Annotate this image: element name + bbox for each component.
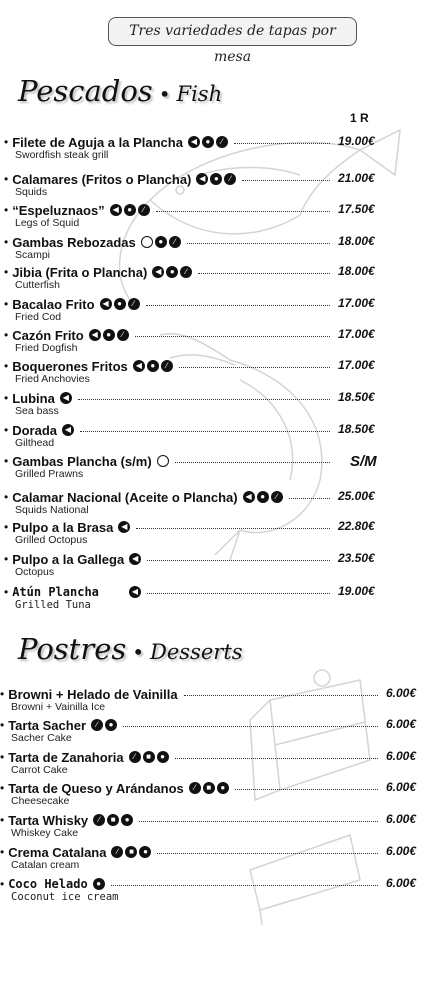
- fish-menu-item: [0, 421, 448, 453]
- egg-filled-icon: ●: [257, 491, 269, 503]
- bullet-icon: •: [4, 297, 9, 311]
- leader-dots: [175, 462, 330, 463]
- bullet-icon: •: [4, 135, 9, 149]
- menu-item-name: Lubina: [12, 390, 55, 406]
- egg-filled-icon: ●: [121, 814, 133, 826]
- menu-item-price: 6.00€: [386, 812, 417, 826]
- bullet-icon: •: [4, 454, 9, 468]
- allergen-icons: [196, 173, 236, 185]
- fish-title-separator: •: [158, 82, 171, 106]
- leader-dots: [80, 431, 330, 432]
- menu-item-price: 22.80€: [338, 519, 375, 533]
- menu-item-price: 17.00€: [338, 296, 375, 310]
- menu-item-price: 6.00€: [386, 780, 417, 794]
- menu-item-translation: Catalan cream: [11, 859, 80, 871]
- fish-filled-icon: ◀: [89, 329, 101, 341]
- egg-filled-icon: ●: [105, 719, 117, 731]
- leader-dots: [123, 726, 378, 727]
- fish-menu-item: [0, 550, 448, 582]
- menu-item-translation: Sea bass: [15, 405, 59, 417]
- sulphite-filled-icon: ∕: [180, 266, 192, 278]
- menu-item-name: Boquerones Fritos: [12, 358, 128, 374]
- menu-item-price: 6.00€: [386, 749, 417, 763]
- sulphite-filled-icon: ∕: [117, 329, 129, 341]
- menu-item-price: 17.00€: [338, 327, 375, 341]
- menu-item-translation: Octopus: [15, 566, 55, 578]
- egg-filled-icon: ●: [103, 329, 115, 341]
- allergen-icons: [133, 360, 173, 372]
- fish-menu-item: [0, 295, 448, 327]
- menu-item-price: 6.00€: [386, 717, 417, 731]
- egg-filled-icon: ●: [147, 360, 159, 372]
- desserts-menu-item: [0, 875, 448, 907]
- milk-filled-icon: ■: [143, 751, 155, 763]
- sulphite-filled-icon: ∕: [224, 173, 236, 185]
- allergen-icons: [62, 424, 74, 436]
- menu-item-translation: Whiskey Cake: [11, 827, 79, 839]
- allergen-icons: [93, 878, 105, 890]
- menu-item-translation: Fried Anchovies: [15, 373, 90, 385]
- menu-item-name: Pulpo a la Brasa: [12, 519, 114, 535]
- menu-item-name: Gambas Rebozadas: [12, 234, 136, 250]
- menu-item-name: Browni + Helado de Vainilla: [8, 686, 178, 702]
- price-column-header: 1 R: [350, 111, 369, 125]
- menu-item-translation: Swordfish steak grill: [15, 149, 109, 161]
- menu-item-name: Tarta Whisky: [8, 812, 89, 828]
- menu-item-translation: Fried Dogfish: [15, 342, 78, 354]
- fish-filled-icon: ◀: [188, 136, 200, 148]
- sulphite-filled-icon: ∕: [138, 204, 150, 216]
- bullet-icon: •: [0, 750, 5, 764]
- bullet-icon: •: [4, 265, 9, 279]
- egg-filled-icon: ●: [155, 236, 167, 248]
- egg-filled-icon: ●: [217, 782, 229, 794]
- menu-item-name: Gambas Plancha (s/m): [12, 453, 152, 469]
- bullet-icon: •: [4, 203, 9, 217]
- leader-dots: [139, 821, 378, 822]
- fish-menu-item: [0, 201, 448, 233]
- fish-filled-icon: ◀: [110, 204, 122, 216]
- bullet-icon: •: [4, 328, 9, 342]
- leader-dots: [184, 695, 378, 696]
- leader-dots: [78, 399, 330, 400]
- shellfish-outline-icon: [141, 236, 153, 248]
- menu-item-translation: Squids National: [15, 504, 89, 516]
- bullet-icon: •: [0, 781, 5, 795]
- menu-item-name: Filete de Aguja a la Plancha: [12, 134, 183, 150]
- allergen-icons: [110, 204, 150, 216]
- leader-dots: [198, 273, 330, 274]
- menu-item-translation: Grilled Tuna: [15, 599, 91, 611]
- allergen-icons: [60, 392, 72, 404]
- leader-dots: [156, 211, 330, 212]
- sulphite-filled-icon: ∕: [161, 360, 173, 372]
- menu-item-translation: Grilled Octopus: [15, 534, 88, 546]
- desserts-title-en: Desserts: [150, 640, 243, 664]
- fish-section-title: [18, 74, 222, 108]
- menu-item-name: Jibia (Frita o Plancha): [12, 264, 148, 280]
- menu-item-name: Crema Catalana: [8, 844, 107, 860]
- leader-dots: [111, 885, 378, 886]
- fish-menu-item: [0, 263, 448, 295]
- menu-item-translation: Legs of Squid: [15, 217, 80, 229]
- menu-item-translation: Squids: [15, 186, 48, 198]
- bullet-icon: •: [4, 552, 9, 566]
- bullet-icon: •: [4, 359, 9, 373]
- menu-item-name: Cazón Frito: [12, 327, 84, 343]
- menu-item-price: 23.50€: [338, 551, 375, 565]
- menu-item-price: 25.00€: [338, 489, 375, 503]
- sulphite-filled-icon: ∕: [93, 814, 105, 826]
- menu-item-name: Atún Plancha: [12, 585, 99, 599]
- leader-dots: [289, 498, 330, 499]
- menu-item-name: Pulpo a la Gallega: [12, 551, 125, 567]
- fish-filled-icon: ◀: [243, 491, 255, 503]
- menu-item-translation: Carrot Cake: [11, 764, 68, 776]
- menu-item-price: 6.00€: [386, 686, 417, 700]
- fish-menu-item: [0, 233, 448, 265]
- sulphite-filled-icon: ∕: [271, 491, 283, 503]
- menu-item-name: Tarta Sacher: [8, 717, 86, 733]
- menu-item-price: 18.00€: [338, 264, 375, 278]
- menu-item-name: Tarta de Zanahoria: [8, 749, 124, 765]
- bullet-icon: •: [4, 585, 9, 599]
- menu-item-translation: Scampi: [15, 249, 51, 261]
- desserts-menu-item: [0, 716, 448, 748]
- leader-dots: [242, 180, 330, 181]
- fish-menu-item: [0, 488, 448, 520]
- header-note: Tres variedades de tapas por mesa: [108, 17, 357, 46]
- menu-item-price: 6.00€: [386, 844, 417, 858]
- fish-menu-item: [0, 389, 448, 421]
- egg-filled-icon: ●: [139, 846, 151, 858]
- allergen-icons: [91, 719, 117, 731]
- menu-item-name: Calamares (Fritos o Plancha): [12, 171, 192, 187]
- allergen-icons: [93, 814, 133, 826]
- egg-filled-icon: ●: [210, 173, 222, 185]
- sulphite-filled-icon: ∕: [91, 719, 103, 731]
- shellfish-outline-icon: [157, 455, 169, 467]
- fish-filled-icon: ◀: [129, 586, 141, 598]
- egg-filled-icon: ●: [166, 266, 178, 278]
- leader-dots: [157, 853, 378, 854]
- desserts-section-title: [18, 632, 243, 666]
- milk-filled-icon: ■: [203, 782, 215, 794]
- leader-dots: [136, 528, 330, 529]
- allergen-icons: [111, 846, 151, 858]
- bullet-icon: •: [4, 391, 9, 405]
- allergen-icons: [188, 136, 228, 148]
- menu-item-translation: Gilthead: [15, 437, 55, 449]
- fish-filled-icon: ◀: [62, 424, 74, 436]
- allergen-icons: [189, 782, 229, 794]
- menu-item-translation: Browni + Vainilla Ice: [11, 701, 106, 713]
- fish-menu-item: [0, 357, 448, 389]
- allergen-icons: [118, 521, 130, 533]
- menu-item-translation: Cutterfish: [15, 279, 60, 291]
- bullet-icon: •: [4, 423, 9, 437]
- bullet-icon: •: [0, 718, 5, 732]
- egg-filled-icon: ●: [124, 204, 136, 216]
- allergen-icons: [129, 586, 141, 598]
- desserts-menu-item: [0, 843, 448, 875]
- allergen-icons: [129, 553, 141, 565]
- bullet-icon: •: [4, 172, 9, 186]
- desserts-title-separator: •: [132, 640, 145, 664]
- fish-filled-icon: ◀: [118, 521, 130, 533]
- fish-menu-item: [0, 170, 448, 202]
- menu-item-price: 17.50€: [338, 202, 375, 216]
- fish-menu-item: [0, 452, 448, 484]
- desserts-title-es: Postres: [18, 632, 127, 666]
- egg-filled-icon: ●: [114, 298, 126, 310]
- fish-menu-item: [0, 518, 448, 550]
- egg-filled-icon: ●: [202, 136, 214, 148]
- bullet-icon: •: [4, 235, 9, 249]
- sulphite-filled-icon: ∕: [169, 236, 181, 248]
- bullet-icon: •: [4, 490, 9, 504]
- fish-filled-icon: ◀: [100, 298, 112, 310]
- leader-dots: [147, 560, 330, 561]
- allergen-icons: [100, 298, 140, 310]
- fish-menu-item: [0, 326, 448, 358]
- menu-item-name: Coco Helado: [8, 877, 88, 891]
- sulphite-filled-icon: ∕: [111, 846, 123, 858]
- menu-item-price: 18.00€: [338, 234, 375, 248]
- menu-item-price: 17.00€: [338, 358, 375, 372]
- menu-item-name: Calamar Nacional (Aceite o Plancha): [12, 489, 238, 505]
- fish-menu-item: [0, 583, 448, 615]
- egg-filled-icon: ●: [93, 878, 105, 890]
- desserts-menu-item: [0, 811, 448, 843]
- menu-item-translation: Grilled Prawns: [15, 468, 84, 480]
- menu-item-translation: Cheesecake: [11, 795, 70, 807]
- leader-dots: [179, 367, 330, 368]
- bullet-icon: •: [0, 813, 5, 827]
- bullet-icon: •: [0, 877, 5, 891]
- menu-item-price: 18.50€: [338, 390, 375, 404]
- fish-title-es: Pescados: [18, 74, 153, 108]
- leader-dots: [235, 789, 378, 790]
- leader-dots: [175, 758, 378, 759]
- allergen-icons: [152, 266, 192, 278]
- fish-filled-icon: ◀: [129, 553, 141, 565]
- menu-item-price: 21.00€: [338, 171, 375, 185]
- bullet-icon: •: [4, 520, 9, 534]
- menu-item-translation: Coconut ice cream: [11, 891, 119, 903]
- desserts-menu-item: [0, 779, 448, 811]
- milk-filled-icon: ■: [107, 814, 119, 826]
- egg-filled-icon: ●: [157, 751, 169, 763]
- menu-item-price: 6.00€: [386, 876, 417, 890]
- desserts-menu-item: [0, 685, 448, 717]
- leader-dots: [135, 336, 330, 337]
- allergen-icons: [129, 751, 169, 763]
- menu-item-name: Tarta de Queso y Arándanos: [8, 780, 184, 796]
- menu-item-name: Bacalao Frito: [12, 296, 95, 312]
- menu-item-price: S/M: [350, 453, 377, 470]
- menu-item-name: “Espeluznaos”: [12, 202, 105, 218]
- menu-item-price: 19.00€: [338, 134, 375, 148]
- leader-dots: [147, 593, 330, 594]
- leader-dots: [234, 143, 330, 144]
- fish-filled-icon: ◀: [196, 173, 208, 185]
- leader-dots: [187, 243, 330, 244]
- sulphite-filled-icon: ∕: [128, 298, 140, 310]
- menu-item-translation: Fried Cod: [15, 311, 62, 323]
- bullet-icon: •: [0, 687, 5, 701]
- fish-filled-icon: ◀: [133, 360, 145, 372]
- allergen-icons: [141, 236, 181, 248]
- milk-filled-icon: ■: [125, 846, 137, 858]
- bullet-icon: •: [0, 845, 5, 859]
- allergen-icons: [157, 455, 169, 467]
- fish-filled-icon: ◀: [60, 392, 72, 404]
- fish-menu-item: [0, 133, 448, 165]
- sulphite-filled-icon: ∕: [216, 136, 228, 148]
- menu-item-translation: Sacher Cake: [11, 732, 72, 744]
- fish-filled-icon: ◀: [152, 266, 164, 278]
- leader-dots: [146, 305, 330, 306]
- menu-item-name: Dorada: [12, 422, 57, 438]
- allergen-icons: [89, 329, 129, 341]
- allergen-icons: [243, 491, 283, 503]
- menu-item-price: 18.50€: [338, 422, 375, 436]
- desserts-menu-item: [0, 748, 448, 780]
- sulphite-filled-icon: ∕: [129, 751, 141, 763]
- menu-item-price: 19.00€: [338, 584, 375, 598]
- fish-title-en: Fish: [176, 82, 223, 106]
- sulphite-filled-icon: ∕: [189, 782, 201, 794]
